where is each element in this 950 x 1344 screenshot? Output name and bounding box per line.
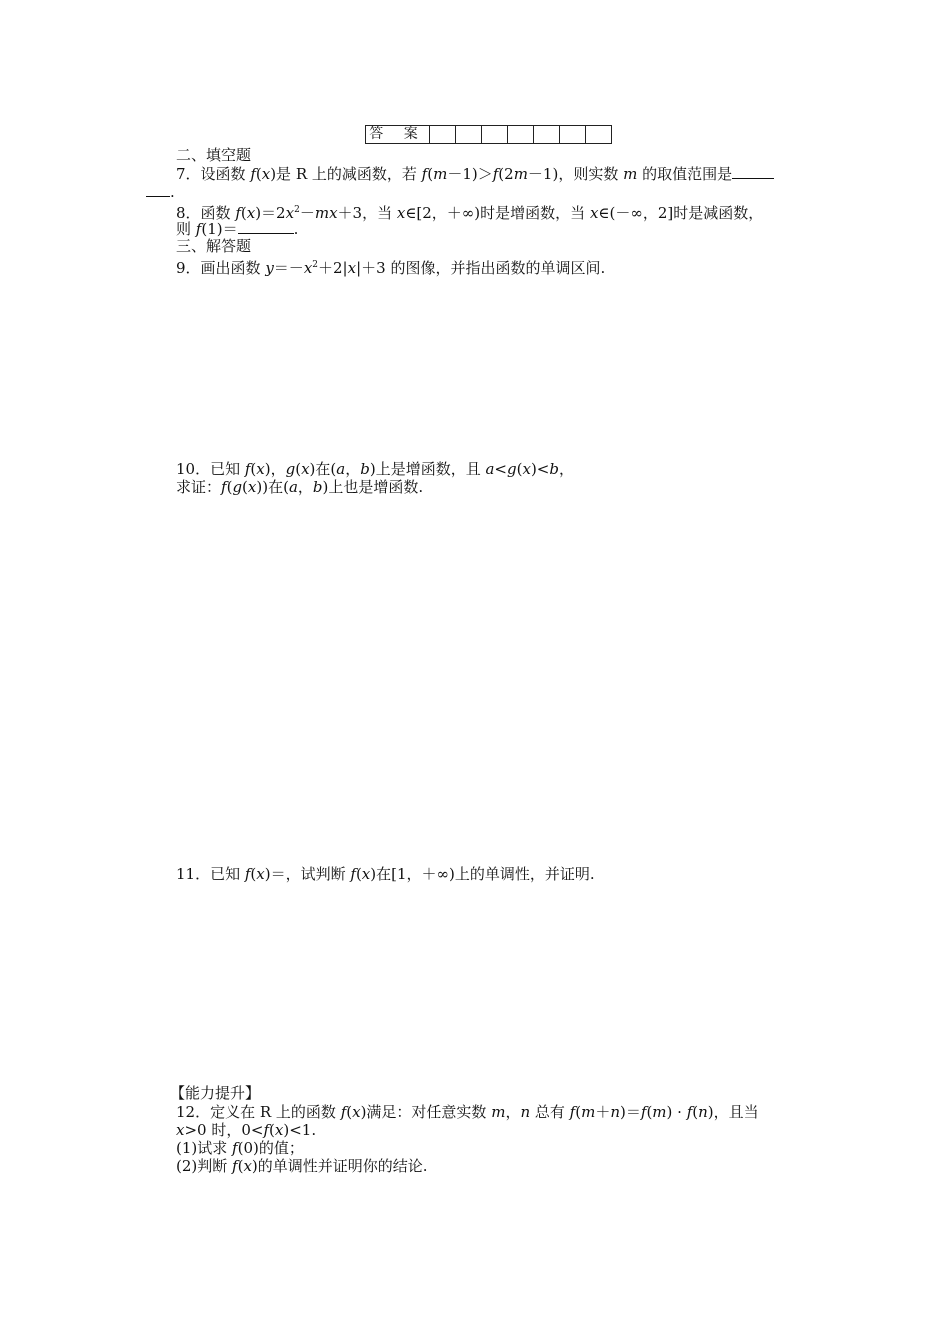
section-ability-title: 【能力提升】 [170,1084,261,1102]
answer-label: 答 案 [366,126,430,144]
q7-answer-blank[interactable] [732,164,774,179]
question-12-sub-1: (1)试求 f(0)的值； [176,1139,304,1157]
answer-cell[interactable] [560,126,586,144]
question-10-line-2: 求证：f(g(x))在(a，b)上也是增函数. [176,478,424,496]
q7-answer-blank-cont[interactable] [146,182,170,197]
question-9: 9．画出函数 $y=-x^2+2|x|+3$ 的图像，并指出函数的单调区间. [176,259,606,277]
question-11: 11．已知 f(x)＝，试判断 f(x)在[1，＋∞)上的单调性，并证明. [176,865,595,883]
question-8: 8．函数 $f(x)=2x^2-mx+3$，当 x∈[2，＋∞)时是增函数，当 x∈(－∞，2]时是减函数， [176,204,764,222]
question-10: 10．已知 f(x)，g(x)在(a，b)上是增函数，且 a<g(x)<b， [176,460,574,478]
question-12: 12．定义在 R 上的函数 f(x)满足：对任意实数 m，n 总有 f(m＋n)＝f(m) · f(n)，且当 [176,1103,759,1121]
question-12-sub-2: (2)判断 f(x)的单调性并证明你的结论. [176,1157,428,1175]
q8-answer-blank[interactable] [238,219,294,234]
section-fill-in-title: 二、填空题 [176,146,252,164]
question-8-line-2: 则 f(1)＝ . [176,220,299,238]
question-12-line-2: x>0 时，0<f(x)<1. [176,1121,317,1139]
answer-box [365,125,612,144]
section-solve-title: 三、解答题 [176,237,252,255]
answer-cell[interactable] [430,126,456,144]
answer-cell[interactable] [456,126,482,144]
answer-cell[interactable] [508,126,534,144]
question-7-continuation: . [146,182,175,201]
question-7: 7．设函数 f(x)是 R 上的减函数，若 f(m－1)＞f(2m－1)，则实数 m 的取值范围是 [176,164,774,183]
answer-cell[interactable] [482,126,508,144]
answer-cell[interactable] [586,126,612,144]
answer-cell[interactable] [534,126,560,144]
